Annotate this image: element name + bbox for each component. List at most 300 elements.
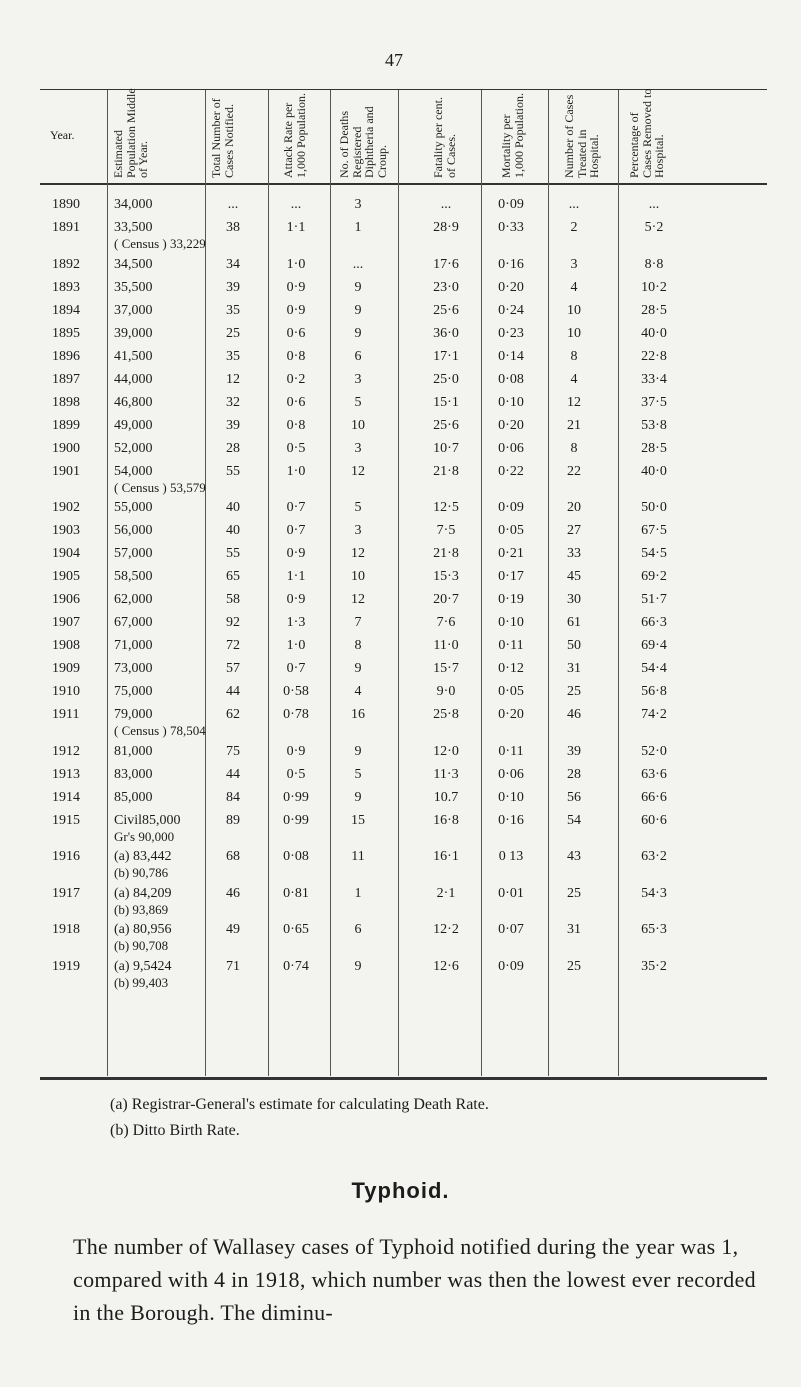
cell-population-note: ( Census ) 78,504 [114,723,206,738]
cell-fatality: 21·8 [433,546,459,561]
cell-year: 1901 [52,463,80,479]
cell-percentage-removed: 66·3 [641,615,667,630]
cell-mortality: 0·19 [498,592,524,607]
cell-population: 85,000 [114,789,153,805]
cell-fatality: 12·5 [433,500,459,515]
cell-fatality: 12·6 [433,958,459,974]
table-bottom-rule [40,1077,767,1080]
cell-total-notified: 55 [226,463,240,479]
table-row [0,372,801,395]
cell-year: 1900 [52,440,80,456]
cell-fatality: 25·6 [433,417,459,433]
cell-percentage-removed: 54·5 [641,546,667,561]
cell-deaths: 15 [351,812,365,828]
cell-total-notified: 44 [226,684,240,699]
cell-attack-rate: 1·0 [286,638,306,653]
header-treated: Number of Cases Treated in Hospital. [562,94,601,178]
cell-percentage-removed: 40·0 [641,463,667,479]
cell-attack-rate: 0·2 [286,371,306,387]
cell-mortality: 0·24 [498,302,524,318]
cell-deaths: 12 [351,592,365,607]
cell-attack-rate: 1·3 [286,615,306,630]
cell-treated: 30 [567,592,581,607]
cell-attack-rate: 0·5 [286,766,306,782]
cell-population: 35,500 [114,279,153,295]
cell-mortality: 0·22 [498,463,524,479]
table-row [0,592,801,615]
cell-deaths: 1 [354,220,362,235]
cell-deaths: 11 [351,849,365,864]
table-body [0,197,801,995]
cell-deaths: ... [352,256,364,272]
cell-population: (a) 83,442 [114,849,172,864]
cell-percentage-removed: 5·2 [644,220,664,235]
cell-treated: 8 [570,440,578,456]
cell-mortality: 0·10 [498,394,524,410]
cell-deaths: 12 [351,546,365,561]
cell-population: 46,800 [114,394,153,410]
cell-deaths: 5 [354,500,362,515]
cell-year: 1916 [52,849,80,864]
cell-population: 57,000 [114,546,153,561]
table-row [0,500,801,523]
cell-attack-rate: 0·58 [283,684,309,699]
cell-percentage-removed: 54·3 [641,885,667,901]
cell-deaths: 9 [354,789,362,805]
cell-percentage-removed: 66·6 [641,789,667,805]
cell-attack-rate: 0·08 [283,849,309,864]
cell-treated: 2 [570,220,578,235]
cell-mortality: 0·11 [498,743,524,759]
cell-mortality: 0·20 [498,707,524,722]
cell-mortality: 0·12 [498,661,524,676]
cell-population: 56,000 [114,523,153,538]
cell-fatality: 21·8 [433,463,459,479]
cell-year: 1891 [52,220,80,235]
cell-fatality: 15·7 [433,661,459,676]
cell-treated: 31 [567,661,581,676]
cell-treated: 28 [567,766,581,782]
cell-deaths: 9 [354,958,362,974]
cell-attack-rate: 0·5 [286,440,306,456]
cell-fatality: 17·6 [433,256,459,272]
cell-deaths: 6 [354,348,362,364]
cell-attack-rate: 0·7 [286,661,306,676]
cell-percentage-removed: 33·4 [641,371,667,387]
cell-attack-rate: 0·9 [286,546,306,561]
cell-total-notified: 49 [226,922,240,937]
cell-deaths: 10 [351,569,365,584]
cell-fatality: 10·7 [433,440,459,456]
cell-year: 1898 [52,394,80,410]
table-row [0,849,801,886]
cell-deaths: 9 [354,279,362,295]
cell-treated: 25 [567,958,581,974]
cell-population: 83,000 [114,766,153,782]
table-row [0,790,801,813]
cell-fatality: 9·0 [436,684,456,699]
table-row [0,959,801,996]
cell-deaths: 7 [354,615,362,630]
cell-total-notified: 28 [226,440,240,456]
cell-fatality: 17·1 [433,348,459,364]
cell-population: 39,000 [114,325,153,341]
cell-deaths: 3 [354,440,362,456]
table-row [0,615,801,638]
cell-total-notified: 32 [226,394,240,410]
table-row [0,886,801,923]
table-row [0,767,801,790]
cell-total-notified: 44 [226,766,240,782]
cell-total-notified: 40 [226,523,240,538]
cell-fatality: 36·0 [433,325,459,341]
header-deaths: No. of Deaths Registered Diphtheria and Croup. [337,106,389,178]
cell-year: 1913 [52,766,80,782]
cell-treated: 4 [570,279,578,295]
cell-treated: 43 [567,849,581,864]
cell-population: (a) 80,956 [114,922,172,937]
cell-percentage-removed: ... [648,197,660,212]
cell-total-notified: 40 [226,500,240,515]
cell-treated: 50 [567,638,581,653]
table-row [0,280,801,303]
cell-total-notified: 65 [226,569,240,584]
cell-treated: 54 [567,812,581,828]
cell-percentage-removed: 56·8 [641,684,667,699]
cell-attack-rate: 0·9 [286,279,306,295]
cell-year: 1917 [52,885,80,901]
cell-fatality: ... [440,197,452,212]
cell-deaths: 5 [354,766,362,782]
cell-year: 1906 [52,592,80,607]
cell-total-notified: 12 [226,371,240,387]
cell-total-notified: 84 [226,789,240,805]
cell-percentage-removed: 40·0 [641,325,667,341]
cell-percentage-removed: 67·5 [641,523,667,538]
cell-total-notified: 71 [226,958,240,974]
cell-year: 1908 [52,638,80,653]
cell-population: 52,000 [114,440,153,456]
cell-deaths: 3 [354,523,362,538]
cell-population: Civil85,000 [114,812,181,828]
table-row [0,922,801,959]
cell-treated: 8 [570,348,578,364]
cell-attack-rate: 0·8 [286,417,306,433]
cell-fatality: 15·3 [433,569,459,584]
footnote-a: (a) Registrar-General's estimate for calculating Death Rate. [110,1096,489,1113]
cell-attack-rate: 0·99 [283,812,309,828]
cell-year: 1909 [52,661,80,676]
cell-attack-rate: 0·6 [286,394,306,410]
cell-year: 1902 [52,500,80,515]
cell-mortality: 0·05 [498,684,524,699]
cell-attack-rate: 1·0 [286,256,306,272]
cell-attack-rate: ... [290,197,302,212]
cell-total-notified: 39 [226,279,240,295]
table-row [0,326,801,349]
cell-attack-rate: 0·78 [283,707,309,722]
cell-treated: 27 [567,523,581,538]
cell-mortality: 0·08 [498,371,524,387]
header-attack-rate: Attack Rate per 1,000 Population. [281,92,308,178]
cell-year: 1907 [52,615,80,630]
cell-population: 41,500 [114,348,153,364]
cell-mortality: 0·23 [498,325,524,341]
cell-percentage-removed: 69·2 [641,569,667,584]
cell-total-notified: ... [227,197,239,212]
cell-population-note: (b) 90,786 [114,865,169,880]
table-row [0,638,801,661]
table-row [0,744,801,767]
cell-mortality: 0·09 [498,958,524,974]
cell-treated: ... [568,197,580,212]
table-row [0,464,801,501]
cell-year: 1897 [52,371,80,387]
cell-percentage-removed: 74·2 [641,707,667,722]
cell-year: 1918 [52,922,80,937]
cell-attack-rate: 0·8 [286,348,306,364]
cell-deaths: 9 [354,661,362,676]
cell-mortality: 0·17 [498,569,524,584]
cell-year: 1899 [52,417,80,433]
cell-population-note: (b) 90,708 [114,938,169,953]
cell-percentage-removed: 63·6 [641,766,667,782]
cell-population: 34,000 [114,197,153,212]
cell-attack-rate: 1·1 [286,220,306,235]
section-title: Typhoid. [351,1178,450,1203]
cell-population: 75,000 [114,684,153,699]
cell-fatality: 25·6 [433,302,459,318]
cell-year: 1914 [52,789,80,805]
cell-deaths: 9 [354,743,362,759]
cell-treated: 46 [567,707,581,722]
header-year: Year. [50,128,75,142]
cell-treated: 31 [567,922,581,937]
cell-year: 1911 [52,707,80,722]
cell-treated: 33 [567,546,581,561]
cell-mortality: 0·11 [498,638,524,653]
cell-treated: 10 [567,325,581,341]
cell-mortality: 0·07 [498,922,524,937]
cell-treated: 45 [567,569,581,584]
cell-fatality: 16·1 [433,849,459,864]
body-paragraph: The number of Wallasey cases of Typhoid notified during the year was 1, compared with 4 in 1918, which number was then the lowest ever recorded in the Borough. The diminu- [73,1234,756,1325]
cell-attack-rate: 0·9 [286,743,306,759]
cell-mortality: 0·16 [498,812,524,828]
cell-year: 1910 [52,684,80,699]
cell-population: 73,000 [114,661,153,676]
cell-population: 81,000 [114,743,153,759]
cell-mortality: 0·14 [498,348,524,364]
header-mortality: Mortality per 1,000 Population. [499,92,526,178]
footnote-b: (b) Ditto Birth Rate. [110,1122,240,1139]
header-percentage-removed: Percentage of Cases Removed to Hospital. [627,88,666,178]
cell-year: 1894 [52,302,80,318]
cell-total-notified: 72 [226,638,240,653]
table-row [0,220,801,257]
cell-percentage-removed: 10·2 [641,279,667,295]
cell-treated: 25 [567,885,581,901]
cell-percentage-removed: 28·5 [641,302,667,318]
table-row [0,349,801,372]
cell-year: 1903 [52,523,80,538]
table-row [0,813,801,850]
cell-percentage-removed: 69·4 [641,638,667,653]
cell-attack-rate: 0·65 [283,922,309,937]
table-row [0,441,801,464]
cell-total-notified: 58 [226,592,240,607]
cell-mortality: 0·06 [498,766,524,782]
cell-population: 44,000 [114,371,153,387]
cell-attack-rate: 0·6 [286,325,306,341]
cell-treated: 21 [567,417,581,433]
table-row [0,569,801,592]
cell-population-note: ( Census ) 33,229 [114,236,206,251]
cell-population-note: (b) 99,403 [114,974,169,990]
cell-population: 37,000 [114,302,153,318]
cell-fatality: 23·0 [433,279,459,295]
cell-population: 33,500 [114,220,153,235]
cell-treated: 4 [570,371,578,387]
cell-deaths: 16 [351,707,365,722]
table-header-rule [40,183,767,185]
cell-total-notified: 55 [226,546,240,561]
footnotes [110,1092,489,1144]
cell-attack-rate: 1·0 [286,463,306,479]
cell-percentage-removed: 53·8 [641,417,667,433]
cell-population: 34,500 [114,256,153,272]
cell-fatality: 15·1 [433,394,459,410]
cell-treated: 39 [567,743,581,759]
cell-fatality: 7·5 [436,523,456,538]
cell-population: 67,000 [114,615,153,630]
cell-treated: 25 [567,684,581,699]
cell-mortality: 0·06 [498,440,524,456]
cell-percentage-removed: 52·0 [641,743,667,759]
cell-attack-rate: 0·9 [286,592,306,607]
cell-population-note: ( Census ) 53,579 [114,479,206,495]
cell-mortality: 0·09 [498,197,524,212]
page-number: 47 [385,50,403,70]
cell-mortality: 0 13 [498,849,524,864]
cell-deaths: 9 [354,325,362,341]
table-row [0,303,801,326]
table-row [0,661,801,684]
cell-total-notified: 62 [226,707,240,722]
cell-treated: 61 [567,615,581,630]
cell-population: 58,500 [114,569,153,584]
cell-total-notified: 57 [226,661,240,676]
cell-deaths: 6 [354,922,362,937]
cell-population: 54,000 [114,463,153,479]
table-row [0,684,801,707]
cell-population: (a) 84,209 [114,885,172,901]
cell-year: 1895 [52,325,80,341]
cell-percentage-removed: 60·6 [641,812,667,828]
cell-total-notified: 38 [226,220,240,235]
cell-deaths: 4 [354,684,362,699]
cell-attack-rate: 0·81 [283,885,309,901]
cell-percentage-removed: 54·4 [641,661,667,676]
cell-fatality: 11·0 [433,638,459,653]
cell-population-note: Gr's 90,000 [114,828,175,844]
cell-percentage-removed: 50·0 [641,500,667,515]
cell-population: 79,000 [114,707,153,722]
cell-fatality: 12·2 [433,922,459,937]
cell-mortality: 0·21 [498,546,524,561]
cell-year: 1893 [52,279,80,295]
cell-year: 1896 [52,348,80,364]
cell-fatality: 2·1 [436,885,456,901]
cell-percentage-removed: 65·3 [641,922,667,937]
cell-deaths: 12 [351,463,365,479]
cell-total-notified: 35 [226,348,240,364]
cell-percentage-removed: 28·5 [641,440,667,456]
table-row [0,418,801,441]
cell-attack-rate: 1·1 [286,569,306,584]
cell-deaths: 3 [354,371,362,387]
table-row [0,523,801,546]
cell-treated: 12 [567,394,581,410]
cell-attack-rate: 0·9 [286,302,306,318]
cell-year: 1904 [52,546,80,561]
cell-fatality: 7·6 [436,615,456,630]
cell-percentage-removed: 8·8 [644,256,664,272]
table-row [0,546,801,569]
cell-attack-rate: 0·74 [283,958,309,974]
table-row [0,197,801,220]
cell-mortality: 0·05 [498,523,524,538]
cell-treated: 22 [567,463,581,479]
cell-population: 49,000 [114,417,153,433]
cell-fatality: 10.7 [433,789,459,805]
cell-percentage-removed: 35·2 [641,958,667,974]
cell-year: 1919 [52,958,80,974]
cell-mortality: 0·20 [498,417,524,433]
cell-fatality: 20·7 [433,592,459,607]
cell-treated: 10 [567,302,581,318]
cell-deaths: 8 [354,638,362,653]
cell-total-notified: 92 [226,615,240,630]
cell-fatality: 12·0 [433,743,459,759]
table-row [0,707,801,744]
table-row [0,395,801,418]
header-fatality: Fatality per cent. of Cases. [431,97,458,178]
cell-total-notified: 39 [226,417,240,433]
cell-percentage-removed: 22·8 [641,348,667,364]
cell-year: 1905 [52,569,80,584]
cell-population: 62,000 [114,592,153,607]
cell-attack-rate: 0·7 [286,500,306,515]
header-population: Estimated Population Middle of Year. [111,88,150,178]
cell-total-notified: 34 [226,256,240,272]
cell-fatality: 25·0 [433,371,459,387]
cell-year: 1892 [52,256,80,272]
cell-year: 1912 [52,743,80,759]
cell-mortality: 0·09 [498,500,524,515]
cell-population: 55,000 [114,500,153,515]
cell-fatality: 28·9 [433,220,459,235]
cell-year: 1890 [52,197,80,212]
cell-mortality: 0·33 [498,220,524,235]
cell-percentage-removed: 51·7 [641,592,667,607]
cell-fatality: 25·8 [433,707,459,722]
cell-treated: 3 [570,256,578,272]
cell-deaths: 3 [354,197,362,212]
cell-total-notified: 46 [226,885,240,901]
cell-total-notified: 75 [226,743,240,759]
cell-total-notified: 25 [226,325,240,341]
